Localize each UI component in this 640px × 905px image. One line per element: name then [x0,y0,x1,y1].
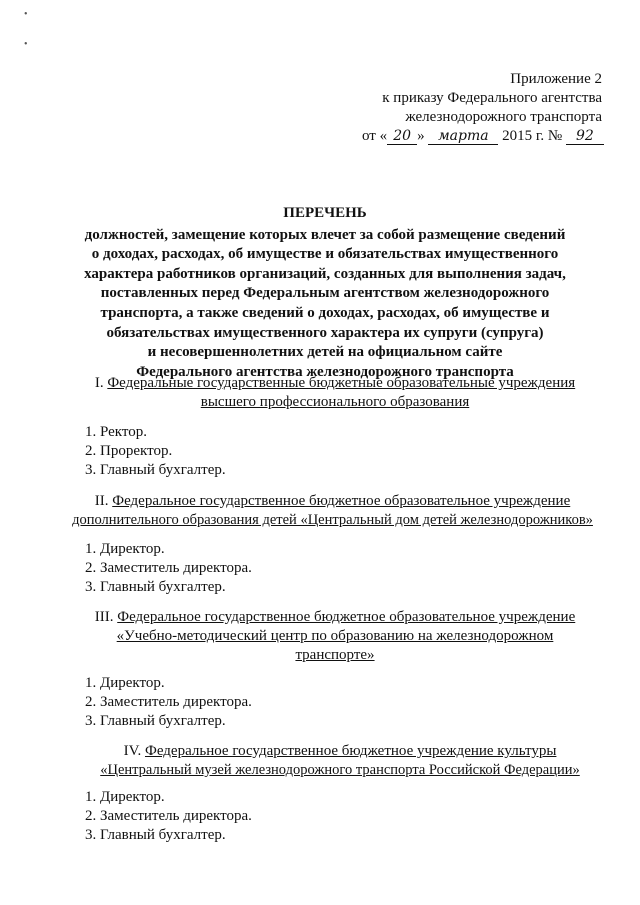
title-line: о доходах, расходах, об имуществе и обязательствах имущественного [91,246,559,263]
approval-line: железнодорожного транспорта [405,109,602,125]
section-heading-4 [80,742,600,780]
section-title-line: высшего профессионального образования [200,394,470,410]
section-numeral: I. [94,375,104,391]
title-line: должностей, замещение которых влечет за собой размещение сведений [84,226,566,243]
positions-list-1 [85,423,226,480]
scan-artifact-mark: • [24,9,28,20]
positions-list-2 [85,540,252,597]
title-line: характера работников организаций, созданных для выполнения задач, [84,265,566,282]
date-mid: » [417,128,425,144]
approval-block [362,70,602,146]
section-title-line: «Центральный музей железнодорожного транспорта Российской Федерации» [100,762,580,778]
list-item: 2. Проректор. [85,443,173,459]
list-item: 2. Заместитель директора. [85,694,252,710]
section-numeral: II. [94,493,109,509]
title-line: транспорта, а также сведений о доходах, расходах, об имуществе и [100,304,550,321]
positions-list-4 [85,788,252,845]
section-title-line: Федеральное государственное бюджетное учреждение культуры [144,743,557,759]
list-item: 3. Главный бухгалтер. [85,713,226,729]
handwritten-month: марта [428,128,498,145]
handwritten-order-number: 92 [566,128,604,145]
date-prefix: от « [362,128,388,144]
section-title-line: Федеральные государственные бюджетные образовательные учреждения [107,375,576,391]
section-title-line: Федеральное государственное бюджетное образовательное учреждение [117,609,576,625]
approval-line: Приложение 2 [510,71,602,87]
section-title-line: транспорте» [295,647,375,663]
section-numeral: III. [94,609,114,625]
section-heading-3 [70,608,600,665]
title-line: поставленных перед Федеральным агентством железнодорожного [100,285,550,302]
list-item: 1. Директор. [85,789,165,805]
list-item: 1. Директор. [85,675,165,691]
date-year: 2015 г. № [502,128,563,144]
section-heading-1 [70,374,600,412]
positions-list-3 [85,674,252,731]
order-date-line [362,127,602,146]
list-item: 2. Заместитель директора. [85,560,252,576]
section-heading-2 [60,492,605,530]
list-item: 1. Ректор. [85,424,147,440]
section-title-line: дополнительного образования детей «Центральный дом детей железнодорожников» [72,512,593,528]
list-item: 3. Главный бухгалтер. [85,827,226,843]
handwritten-day: 20 [387,128,417,145]
document-title [80,204,570,382]
section-title-line: Федеральное государственное бюджетное образовательное учреждение [112,493,571,509]
list-item: 2. Заместитель директора. [85,808,252,824]
section-title-line: «Учебно-методический центр по образованию на железнодорожном [116,628,554,644]
scan-artifact-mark: • [24,39,28,50]
title-heading: ПЕРЕЧЕНЬ [283,205,367,221]
section-numeral: IV. [123,743,142,759]
list-item: 3. Главный бухгалтер. [85,462,226,478]
title-line: обязательствах имущественного характера их супруги (супруга) [106,324,544,341]
approval-line: к приказу Федерального агентства [382,90,602,106]
title-line: Федерального агентства железнодорожного транспорта [136,363,514,380]
list-item: 3. Главный бухгалтер. [85,579,226,595]
list-item: 1. Директор. [85,541,165,557]
title-line: и несовершеннолетних детей на официальном сайте [147,344,503,361]
